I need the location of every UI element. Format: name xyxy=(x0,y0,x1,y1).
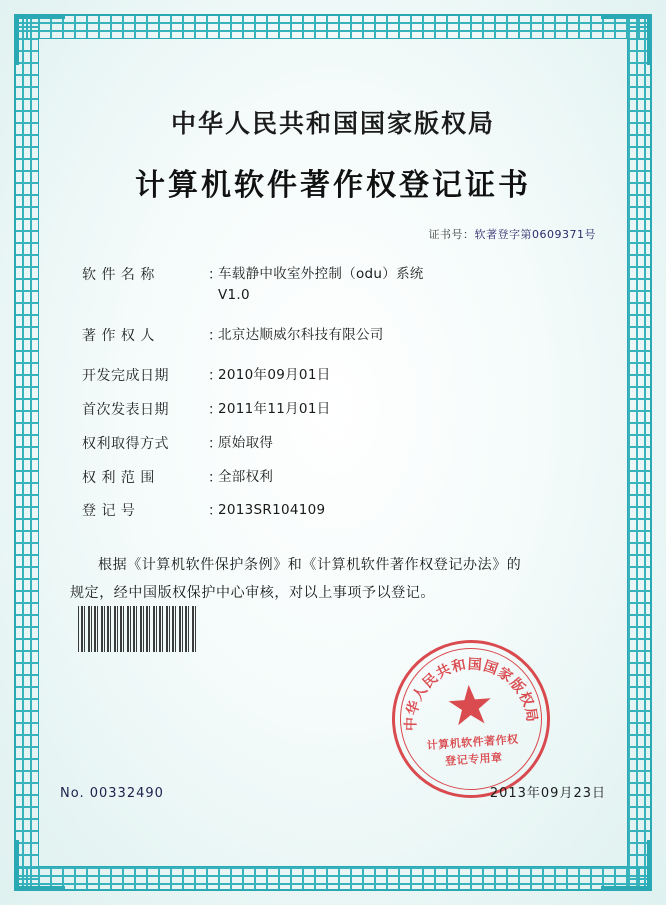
field-row-acquisition-method xyxy=(82,433,604,454)
field-row-registration-number xyxy=(82,500,604,521)
field-colon-first-publication-date: ： xyxy=(208,401,222,418)
field-label-copyright-owner: 著 作 权 人 xyxy=(82,327,155,344)
seal-arc-label: 中华人民共和国国家版权局 xyxy=(403,656,540,732)
field-value-rights-scope: 全部权利 xyxy=(218,468,274,485)
field-value-software-version: V1.0 xyxy=(218,286,250,303)
field-label-rights-scope: 权 利 范 围 xyxy=(82,469,155,486)
official-seal xyxy=(387,635,556,804)
field-row-copyright-owner xyxy=(82,325,604,346)
star-icon xyxy=(447,682,494,729)
document-title: 计算机软件著作权登记证书 xyxy=(135,168,531,203)
seal-bottom-line-2: 登记专用章 xyxy=(444,750,503,768)
serial-number xyxy=(60,786,164,801)
certificate-footer xyxy=(60,782,606,801)
issue-date: 2013年09月23日 xyxy=(489,786,606,801)
field-value-development-date: 2010年09月01日 xyxy=(218,366,331,383)
barcode xyxy=(78,606,198,652)
field-colon-development-date: ： xyxy=(208,367,222,384)
certificate-number-value: 软著登字第0609371号 xyxy=(474,228,596,241)
field-label-software-name: 软 件 名 称 xyxy=(82,267,155,283)
serial-number-value: 00332490 xyxy=(89,786,164,801)
field-label-development-date: 开发完成日期 xyxy=(82,367,169,384)
field-colon-registration-number: ： xyxy=(208,503,222,520)
field-label-acquisition-method: 权利取得方式 xyxy=(82,435,169,452)
barcode-icon xyxy=(78,606,198,652)
field-value-acquisition-method: 原始取得 xyxy=(218,434,274,451)
certificate-number-line xyxy=(52,226,614,242)
field-colon-software-name: ： xyxy=(208,267,222,283)
statement-line-2: 规定，经中国版权保护中心审核，对以上事项予以登记。 xyxy=(70,585,435,602)
field-value-software-name xyxy=(218,264,604,306)
field-value-registration-number: 2013SR104109 xyxy=(218,502,326,519)
statement-line-1: 根据《计算机软件保护条例》和《计算机软件著作权登记办法》的 xyxy=(98,557,522,574)
issuing-organization-title: 中华人民共和国国家版权局 xyxy=(170,109,495,138)
field-row-development-date xyxy=(82,365,604,386)
field-value-software-name-line1: 车载静中收室外控制（odu）系统 xyxy=(218,266,424,282)
field-colon-rights-scope: ： xyxy=(208,469,222,486)
field-row-software-name xyxy=(82,264,604,306)
field-row-rights-scope xyxy=(82,467,604,488)
serial-number-label: No. xyxy=(60,786,85,801)
field-label-registration-number: 登 记 号 xyxy=(82,503,136,520)
field-row-first-publication-date xyxy=(82,399,604,420)
field-list xyxy=(52,264,614,521)
legal-statement xyxy=(52,551,614,607)
seal-bottom-line-1: 计算机软件著作权 xyxy=(426,732,519,753)
field-label-first-publication-date: 首次发表日期 xyxy=(82,401,169,418)
field-colon-copyright-owner: ： xyxy=(208,327,222,344)
certificate-number-label: 证书号： xyxy=(428,228,475,241)
field-colon-acquisition-method: ： xyxy=(208,435,222,452)
field-value-copyright-owner: 北京达顺威尔科技有限公司 xyxy=(218,326,384,343)
field-value-first-publication-date: 2011年11月01日 xyxy=(218,400,331,417)
